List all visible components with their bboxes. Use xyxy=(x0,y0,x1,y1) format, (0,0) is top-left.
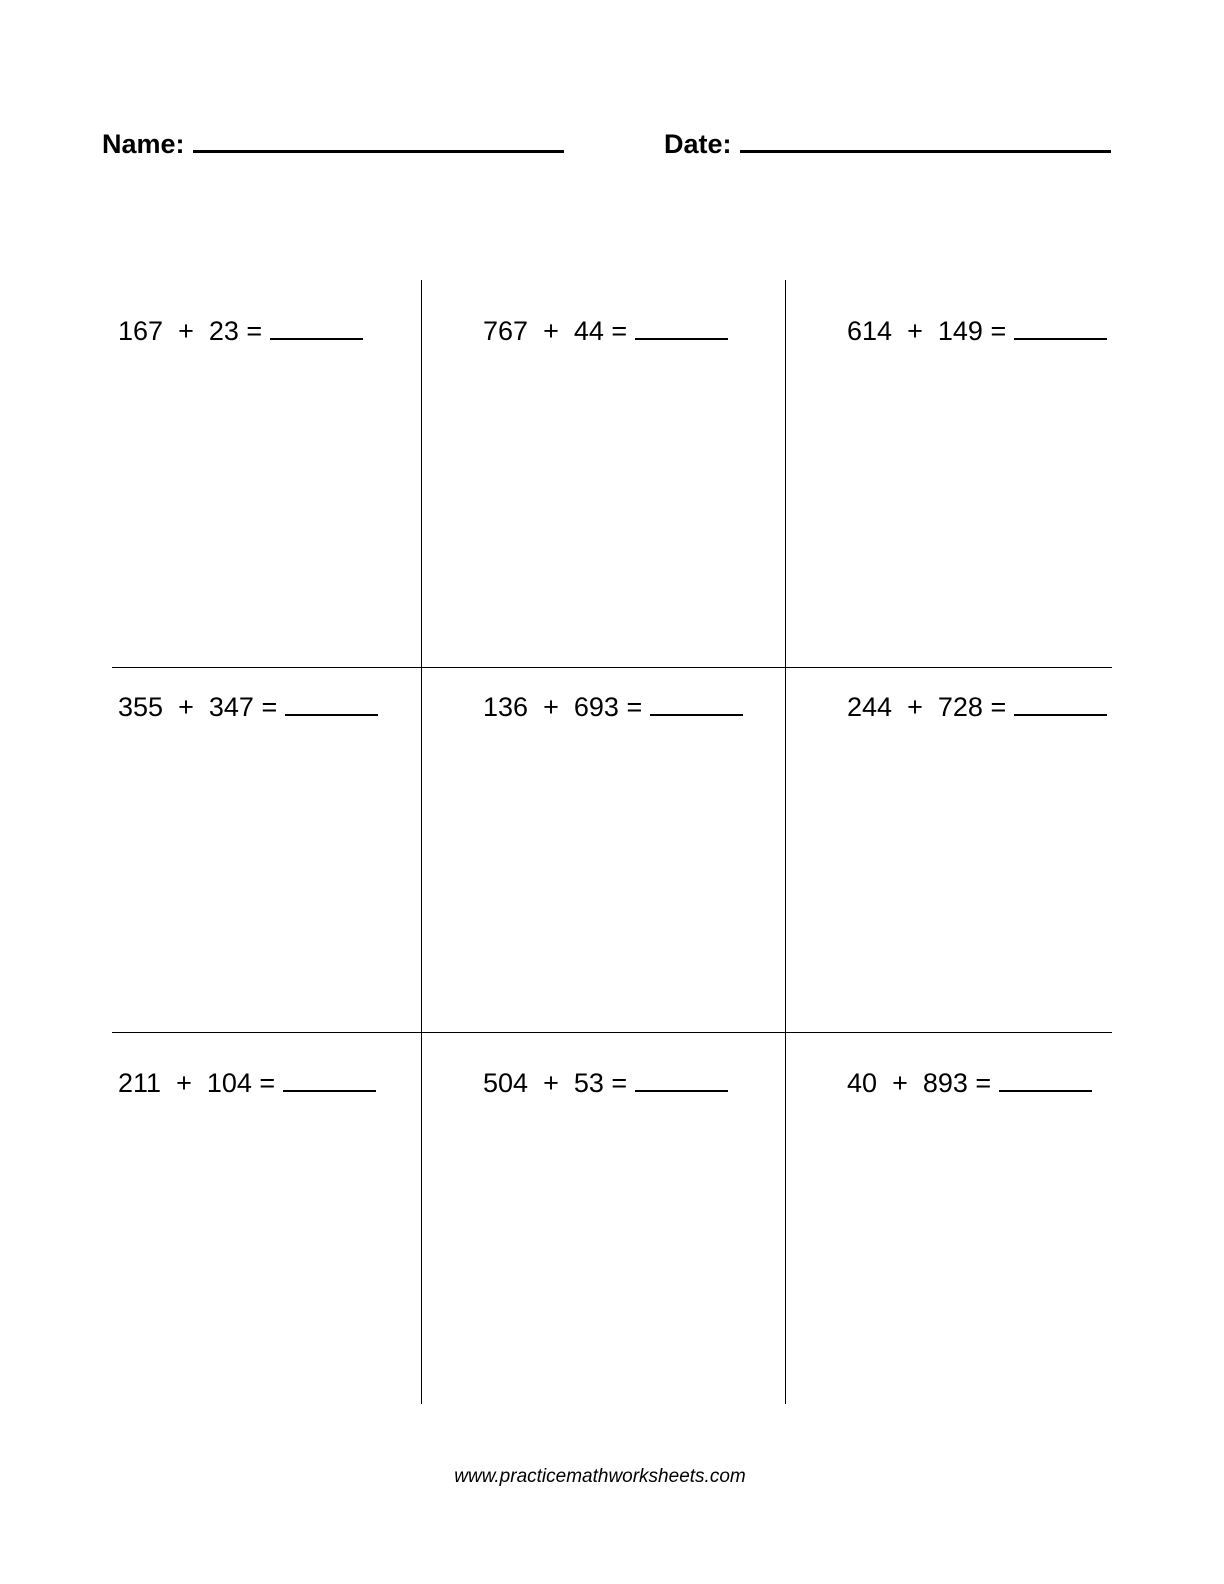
problem-operand-a: 40 xyxy=(847,1068,878,1098)
problem-operator: + xyxy=(543,316,559,346)
problem-operand-b: 149 xyxy=(937,316,983,346)
footer-url: www.practicemathworksheets.com xyxy=(454,1466,746,1487)
name-blank[interactable] xyxy=(193,122,564,153)
answer-blank[interactable] xyxy=(1014,690,1107,716)
problem-5: 136 + 693 = xyxy=(483,690,743,723)
problem-operator: + xyxy=(543,692,559,722)
problem-operand-b: 104 xyxy=(206,1068,252,1098)
problem-operand-b: 728 xyxy=(937,692,983,722)
name-field xyxy=(102,122,564,161)
problem-6: 244 + 728 = xyxy=(847,690,1107,723)
answer-blank[interactable] xyxy=(1014,314,1107,340)
grid-vertical-line-1 xyxy=(421,280,422,1404)
grid-vertical-line-2 xyxy=(785,280,786,1404)
problem-2: 767 + 44 = xyxy=(483,314,728,347)
problem-operand-a: 244 xyxy=(847,692,893,722)
problem-operand-a: 504 xyxy=(483,1068,529,1098)
problem-operand-a: 136 xyxy=(483,692,529,722)
problem-9: 40 + 893 = xyxy=(847,1066,1092,1099)
answer-blank[interactable] xyxy=(285,690,378,716)
date-field xyxy=(664,122,1111,161)
problem-operand-b: 347 xyxy=(208,692,254,722)
problem-operator: + xyxy=(543,1068,559,1098)
problem-operator: + xyxy=(178,316,194,346)
problem-operand-b: 53 xyxy=(573,1068,604,1098)
problem-4: 355 + 347 = xyxy=(118,690,378,723)
answer-blank[interactable] xyxy=(650,690,743,716)
problem-7: 211 + 104 = xyxy=(118,1066,376,1099)
problem-operator: + xyxy=(907,692,923,722)
name-label: Name: xyxy=(102,129,185,159)
problem-operand-a: 167 xyxy=(118,316,164,346)
grid-horizontal-line-2 xyxy=(112,1032,1112,1033)
problem-operator: + xyxy=(907,316,923,346)
problem-operand-b: 893 xyxy=(922,1068,968,1098)
date-blank[interactable] xyxy=(740,122,1111,153)
problem-8: 504 + 53 = xyxy=(483,1066,728,1099)
problem-operand-b: 44 xyxy=(573,316,604,346)
answer-blank[interactable] xyxy=(283,1066,376,1092)
problem-operator: + xyxy=(178,692,194,722)
problem-operator: + xyxy=(176,1068,192,1098)
grid-horizontal-line-1 xyxy=(112,667,1112,668)
problem-operand-a: 767 xyxy=(483,316,529,346)
problem-operator: + xyxy=(892,1068,908,1098)
problem-3: 614 + 149 = xyxy=(847,314,1107,347)
problem-operand-a: 355 xyxy=(118,692,164,722)
answer-blank[interactable] xyxy=(999,1066,1092,1092)
problem-1: 167 + 23 = xyxy=(118,314,363,347)
problem-operand-a: 211 xyxy=(118,1068,162,1098)
answer-blank[interactable] xyxy=(270,314,363,340)
answer-blank[interactable] xyxy=(635,314,728,340)
answer-blank[interactable] xyxy=(635,1066,728,1092)
problem-operand-b: 693 xyxy=(573,692,619,722)
problem-operand-a: 614 xyxy=(847,316,893,346)
problem-operand-b: 23 xyxy=(208,316,239,346)
date-label: Date: xyxy=(664,129,732,159)
